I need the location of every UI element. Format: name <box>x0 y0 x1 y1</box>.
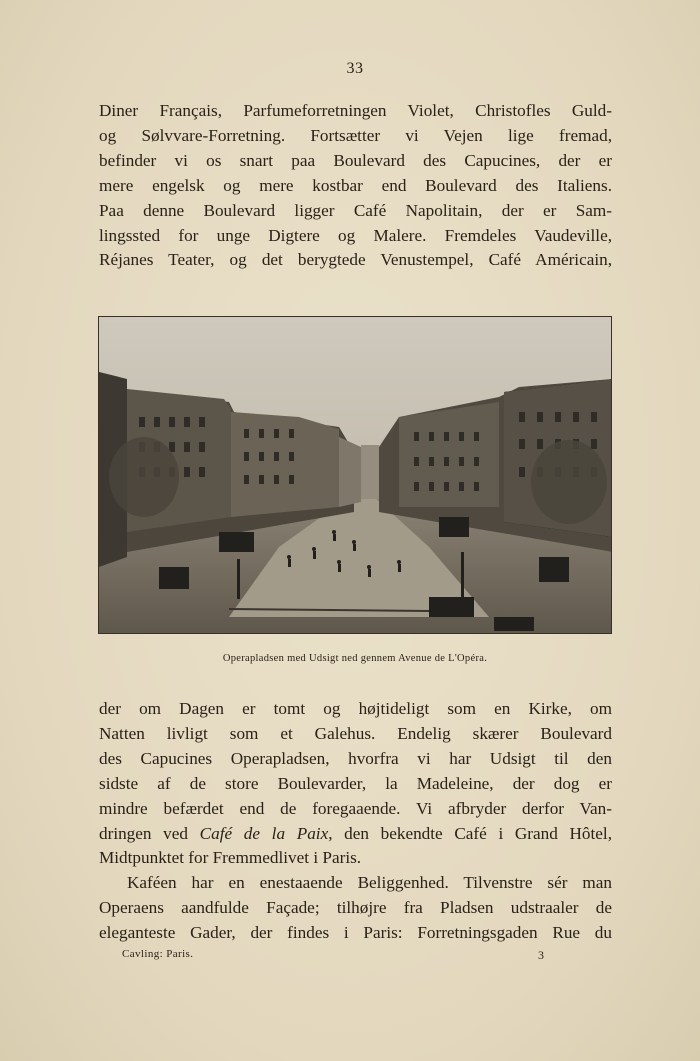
text-line: Operaens aandfulde Façade; tilhøjre fra Pladsen udstraaler de <box>99 898 612 918</box>
bottom-paragraphs <box>99 697 612 946</box>
text-line: Réjanes Teater, og det berygtede Venustempel, Café Américain, <box>99 250 612 270</box>
text-line: sidste af de store Boulevarder, la Madeleine, der dog er <box>99 773 612 793</box>
text-line: og Sølvvare-Forretning. Fortsætter vi Vejen lige fremad, <box>99 125 612 145</box>
text-line: der om Dagen er tomt og højtideligt som en Kirke, om <box>99 699 612 718</box>
text-line: des Capucines Operapladsen, hvorfra vi har Udsigt til den <box>99 748 612 768</box>
text-line: eleganteste Gader, der findes i Paris: Forretningsgaden Rue du <box>99 923 612 943</box>
text-line: Midtpunktet for Fremmedlivet i Paris. <box>99 848 362 868</box>
figure-caption: Operapladsen med Udsigt ned gennem Avenue de L'Opéra. <box>222 653 488 664</box>
footer-sheet-number: 3 <box>538 948 544 962</box>
opera-square-photo <box>98 316 612 634</box>
italic-cafe-name: Café de la Paix <box>199 823 329 843</box>
top-paragraph <box>99 99 612 273</box>
text-line: mere engelsk og mere kostbar end Boulevard des Italiens. <box>99 175 612 195</box>
text-line: Kaféen har en enestaaende Beliggenhed. Tilvenstre sér man <box>127 873 612 893</box>
text-line: mindre befærdet end de foregaaende. Vi afbryder derfor Van- <box>99 798 612 818</box>
text-line: Natten livligt som et Galehus. Endelig skærer Boulevard <box>99 723 612 743</box>
text-span: , den bekendte Café i Grand Hôtel, <box>328 823 612 843</box>
footer-signature: Cavling: Paris. <box>122 948 194 960</box>
text-line-with-italic <box>99 822 612 847</box>
text-line: Paa denne Boulevard ligger Café Napolitain, der er Sam- <box>99 200 612 220</box>
text-line: befinder vi os snart paa Boulevard des Capucines, der er <box>99 150 612 170</box>
street-scene-illustration <box>99 317 612 634</box>
text-line: Diner Français, Parfumeforretningen Violet, Christofles Guld- <box>99 101 612 120</box>
text-span: dringen ved <box>99 823 200 843</box>
page-number: 33 <box>346 60 364 77</box>
text-line: lingssted for unge Digtere og Malere. Fremdeles Vaudeville, <box>99 225 612 245</box>
